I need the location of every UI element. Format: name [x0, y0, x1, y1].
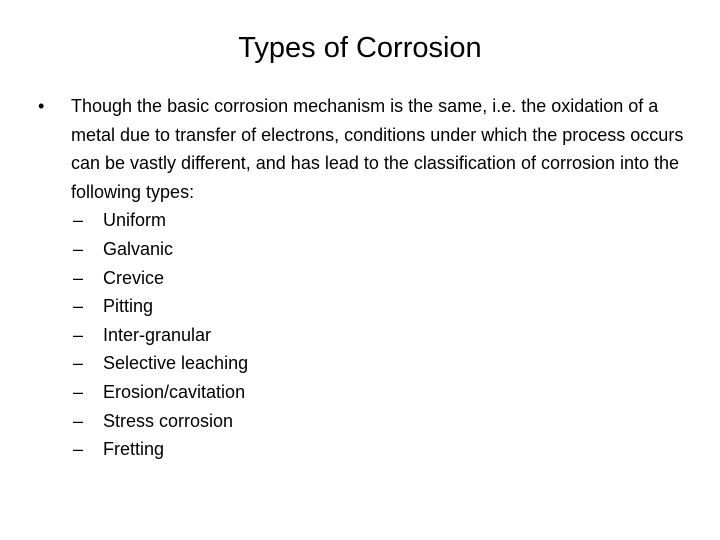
main-bullet: [30, 92, 700, 206]
list-item: [30, 292, 700, 321]
list-item-label: Fretting: [103, 439, 165, 460]
list-item: [30, 378, 700, 407]
list-item-label: Crevice: [103, 267, 165, 288]
list-item: [30, 349, 700, 378]
bullet-dot-icon: •: [38, 96, 45, 116]
dash-icon: –: [73, 238, 84, 259]
list-item-label: Stress corrosion: [103, 410, 234, 431]
dash-icon: –: [73, 296, 84, 317]
dash-icon: –: [73, 210, 84, 231]
dash-icon: –: [73, 410, 84, 431]
bullet-text: Though the basic corrosion mechanism is the same, i.e. the oxidation of a metal due to transfer of electrons, conditions under which the process occurs can be vastly different, and has lead to the classification of corrosion into the following types:: [71, 96, 684, 202]
list-item: [30, 264, 700, 293]
list-item: [30, 435, 700, 464]
list-item-label: Selective leaching: [103, 353, 249, 374]
slide-content: [30, 92, 700, 464]
dash-icon: –: [73, 353, 84, 374]
corrosion-types-list: [30, 206, 700, 463]
dash-icon: –: [73, 267, 84, 288]
list-item-label: Uniform: [103, 210, 167, 231]
list-item: [30, 407, 700, 436]
dash-icon: –: [73, 324, 84, 345]
list-item: [30, 235, 700, 264]
list-item-label: Galvanic: [103, 238, 174, 259]
list-item-label: Pitting: [103, 296, 154, 317]
dash-icon: –: [73, 381, 84, 402]
slide-title: Types of Corrosion: [238, 32, 482, 64]
list-item-label: Erosion/cavitation: [103, 381, 246, 402]
list-item-label: Inter-granular: [103, 324, 212, 345]
dash-icon: –: [73, 439, 84, 460]
list-item: [30, 321, 700, 350]
list-item: [30, 206, 700, 235]
